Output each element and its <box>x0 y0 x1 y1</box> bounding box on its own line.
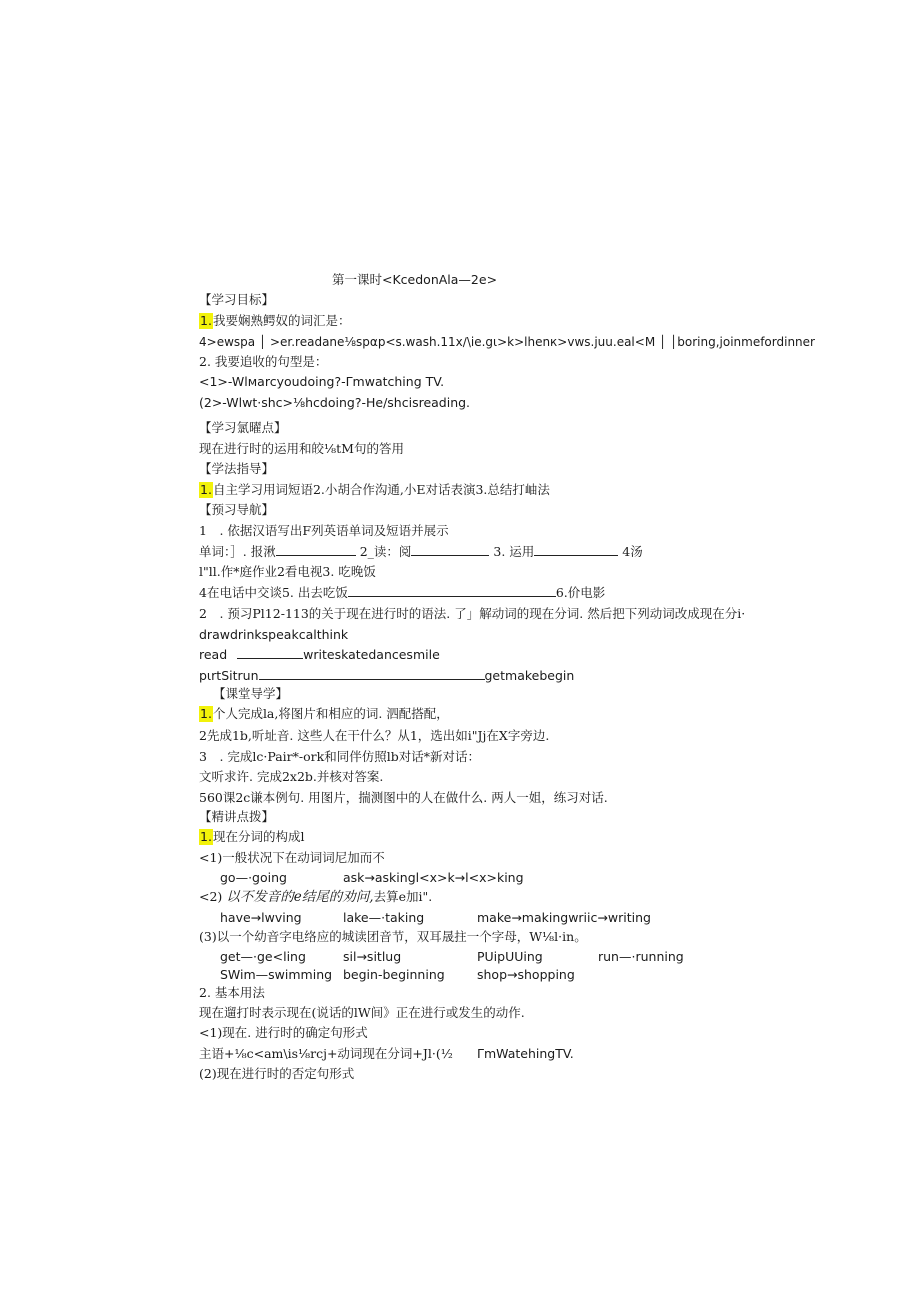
method-line <box>199 482 550 498</box>
answer-blank[interactable] <box>534 544 618 556</box>
preview-1: 1 . 依据汉语写出F列英语单词及短语并展示 <box>199 523 449 538</box>
example-run: run—·running <box>598 949 684 964</box>
point-1-text: 现在分词的构成l <box>212 829 305 844</box>
section-key-heading: 【学习氯曜点】 <box>199 420 287 435</box>
goal-1-number: 1. <box>200 313 212 328</box>
example-sit: sil→sitlug <box>343 949 402 964</box>
class-step-3: 3 . 完成lc·Pair*-ork和同伴仿照lb对话*新对话： <box>199 749 480 764</box>
verbs-put-run: pιrtSitrun <box>199 668 259 683</box>
preview-word-2: 2_读：阅 <box>359 544 412 559</box>
goal-2: 2. 我要追收的句型是： <box>199 354 328 369</box>
preview-2: 2 . 预习Pl12-113的关于现在进行时的语法. 了」解动词的现在分词. 然后把下列动词改成现在分i· <box>199 606 746 621</box>
rule-2-italic: 以不发音的e结尾的劝问, <box>226 889 374 905</box>
example-go: go—·going <box>220 870 287 885</box>
section-class-heading: 【课堂导学】 <box>213 686 289 701</box>
preview-word-4: 4汤 <box>622 544 643 559</box>
rule-2-number: <2) <box>199 889 223 904</box>
goal-1-words: 4>ewspa │ >er.readane⅛spαp<s.wash.11x∕\ie.gι>k>lhenк>vws.juu.eal<M │ │boring,joinmefordinner <box>199 335 815 349</box>
preview-word-1: 单词：］. 报湫 <box>199 544 276 559</box>
class-step-1-number: 1. <box>200 706 212 721</box>
example-have: have→lwving <box>220 910 302 925</box>
point-1-number: 1. <box>200 829 212 844</box>
goal-1-text: 我要娴熟鳄奴的词汇是： <box>212 313 351 328</box>
class-step-3b: 文听求许. 完成2x2b.并核对答案. <box>199 769 384 784</box>
answer-blank[interactable] <box>411 544 489 556</box>
goal-2-sentence-b: (2>-Wlwt·shc>⅛hcdoing?-He/shcisreading. <box>199 395 471 410</box>
answer-blank[interactable] <box>348 585 556 597</box>
point-2-usage: 现在遛打时表示现在(说话的lW间》正在进行或发生的动作. <box>199 1005 525 1020</box>
goal-2-sentence-a: <1>-Wlмarcyoudoing?-Γmwatching TV. <box>199 374 445 389</box>
example-get: get—·ge<ling <box>220 949 306 964</box>
class-step-1 <box>199 706 449 722</box>
verbs-get-begin: getmakebegin <box>484 668 575 683</box>
example-put: PUipUUing <box>477 949 543 964</box>
lesson-title: 第一课时<KcedonAla—2e> <box>332 272 498 287</box>
preview-phrase-6: 6.价电影 <box>555 585 606 600</box>
point-2-negative: (2)现在进行时的否定句形式 <box>199 1066 355 1081</box>
class-step-2: 2先成1b,听址音. 这些人在干什么？从1，选出如i"Jj在X字旁边. <box>199 728 550 743</box>
point-2-affirmative: <1)现在. 进行时的确定句形式 <box>199 1025 368 1040</box>
section-points-heading: 【精讲点拨】 <box>199 809 275 824</box>
method-text: 自主学习用词短语2.小胡合作沟通,小E对话表演3.总结打岫法 <box>212 482 550 497</box>
preview-phrase-4-5: 4在电话中交谈5. 出去吃饭 <box>199 585 348 600</box>
section-goals-heading: 【学习目标】 <box>199 292 275 307</box>
answer-blank[interactable] <box>237 647 303 659</box>
point-1-rule-2 <box>199 889 432 905</box>
preview-2-verbs-3 <box>199 668 574 684</box>
goal-1 <box>199 313 350 329</box>
point-1-rule-1: <1)一般状况下在动词词尼加而不 <box>199 850 385 865</box>
preview-1-phrases-b <box>199 585 605 601</box>
verbs-write-smile: writeskatedancesmile <box>303 647 440 662</box>
point-1-rule-3: (3)以一个幼音字电络应的城读团音节，双耳晟拄一个字母，W⅛l·in。 <box>199 929 587 944</box>
verb-read: read <box>199 647 228 662</box>
point-2: 2. 基本用法 <box>199 985 265 1000</box>
example-take: lake—·taking <box>343 910 425 925</box>
answer-blank[interactable] <box>276 544 356 556</box>
key-text: 现在进行时的运用和皎⅛tM句的答用 <box>199 441 404 456</box>
answer-blank[interactable] <box>259 668 485 680</box>
rule-2-rest: 去算e加i". <box>373 889 433 904</box>
section-preview-heading: 【预习导航】 <box>199 502 275 517</box>
method-number: 1. <box>200 482 212 497</box>
point-2-formula: 主语+⅛c<am\is⅛rcj+动词现在分词+Jl·(½ <box>199 1046 453 1061</box>
example-shop: shop→shopping <box>477 967 575 982</box>
point-2-example: ΓmWatehingTV. <box>477 1046 574 1061</box>
class-step-4: 560课2c谦本例句. 用图片，揣测图中的人在做什么. 两人一姐，练习对话. <box>199 790 608 805</box>
preview-1-words <box>199 544 643 560</box>
example-swim: SWim—swimming <box>220 967 333 982</box>
preview-word-3: 3. 运用 <box>493 544 535 559</box>
example-begin: begin-beginning <box>343 967 445 982</box>
point-1 <box>199 829 304 845</box>
example-ask: ask→askingl<x>k→l<x>king <box>343 870 524 885</box>
preview-2-verbs-1: drawdrinkspeakcalthink <box>199 627 349 642</box>
preview-1-phrases-a: l"ll.作*庭作业2看电视3. 吃晚饭 <box>199 564 376 579</box>
preview-2-verbs-2 <box>199 647 440 663</box>
example-make: make→makingwriic→writing <box>477 910 651 925</box>
section-method-heading: 【学法指导】 <box>199 461 275 476</box>
class-step-1-text: 个人完成la,将图片和相应的词. 泗配搭配， <box>212 706 449 721</box>
